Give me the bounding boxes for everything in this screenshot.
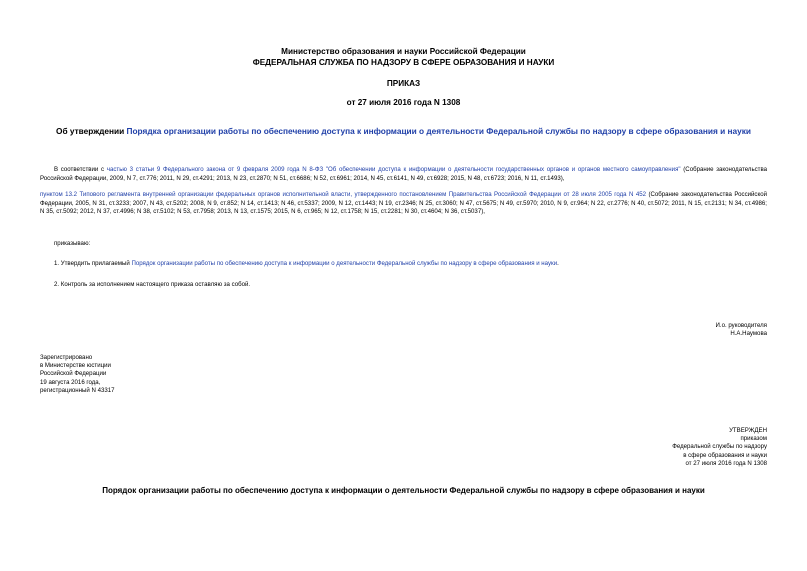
order-item-1 bbox=[54, 260, 774, 268]
registration-line: Зарегистрировано bbox=[40, 354, 93, 361]
approval-line: Федеральной службы по надзору bbox=[672, 443, 767, 451]
preamble-paragraph-1 bbox=[40, 166, 767, 183]
registration-block bbox=[40, 354, 115, 395]
document-title bbox=[40, 126, 767, 137]
registration-line: 19 августа 2016 года, bbox=[40, 378, 101, 386]
approval-line: в сфере образования и науки bbox=[683, 451, 767, 459]
regulation-link[interactable]: пунктом 13.2 Типового регламента внутренней организации федеральных органов исполнительной власти, утвержденного постановлением Правительства Российской Федерации от 28 июля 2005 года N 452 bbox=[40, 191, 647, 198]
signature-block bbox=[716, 322, 768, 338]
document-date-number: от 27 июля 2016 года N 1308 bbox=[346, 98, 461, 107]
approval-line: приказом bbox=[740, 435, 767, 443]
law-link[interactable]: частью 3 статьи 9 Федерального закона от 9 февраля 2009 года N 8-ФЗ "Об обеспечении доступа к информации о деятельности государственных органов и органов местного самоуправления" bbox=[106, 166, 681, 173]
service-heading: ФЕДЕРАЛЬНАЯ СЛУЖБА ПО НАДЗОРУ В СФЕРЕ ОБРАЗОВАНИЯ И НАУКИ bbox=[252, 58, 555, 67]
approval-line: от 27 июля 2016 года N 1308 bbox=[685, 459, 767, 467]
title-prefix: Об утверждении bbox=[55, 126, 127, 136]
preamble-paragraph-2 bbox=[40, 191, 767, 217]
preamble-rest-2: (Собрание законодательства Российской Федерации, 2005, N 31, ст.3233; 2007, N 43, ст.5202; 2008, N 9, ст.852; N 14, ст.1413; N 46, ст.5337; 2009, N 12, ст.1443; N 19, ст.2346; N 25, ст.3060; N 47, ст.5675; N 49, ст.5970; 2010, N 9, ст.964; N 22, ст.2776; N 40, ст.5072; 2011, N 15, ст.2131; N 34, ст.4986; N 35, ст.5092; 2012, N 37, ст.4996; N 38, ст.5102; N 53, ст.7958; 2013, N 13, ст.1575; 2015, N 6, ст.965; N 12, ст.1758; N 15, ст.2281; N 30, ст.4604; N 36, ст.5037), bbox=[40, 191, 767, 215]
order-item-2: 2. Контроль за исполнением настоящего приказа оставляю за собой. bbox=[54, 281, 251, 288]
order-word: приказываю: bbox=[54, 240, 91, 247]
item1-end: . bbox=[557, 260, 559, 267]
preamble-start: В соответствии с bbox=[54, 166, 107, 173]
procedure-link[interactable]: Порядок организации работы по обеспечению доступа к информации о деятельности Федеральной службы по надзору в сфере образования и науки bbox=[131, 260, 558, 267]
ministry-heading: Министерство образования и науки Российской Федерации bbox=[281, 47, 526, 56]
approval-block bbox=[672, 427, 767, 468]
signature-position: И.о. руководителя bbox=[715, 322, 767, 329]
approval-line: УТВЕРЖДЕН bbox=[729, 427, 767, 434]
registration-line: в Министерстве юстиции bbox=[40, 362, 111, 370]
document-type: ПРИКАЗ bbox=[386, 79, 421, 88]
registration-line: регистрационный N 43317 bbox=[40, 386, 115, 394]
registration-line: Российской Федерации bbox=[40, 370, 107, 378]
signature-name: Н.А.Наумова bbox=[730, 330, 767, 338]
procedure-heading: Порядок организации работы по обеспечению доступа к информации о деятельности Федеральной службы по надзору в сфере образования и науки bbox=[102, 486, 705, 495]
preamble-rest-1: (Собрание законодательства Российской Федерации, 2009, N 7, ст.776; 2011, N 29, ст.4291; 2013, N 23, ст.2870; N 51, ст.6686; N 52, ст.6961; 2014, N 45, ст.6141, N 49, ст.6928; 2015, N 48, ст.6723; 2016, N 11, ст.1493), bbox=[40, 166, 768, 182]
item1-start: 1. Утвердить прилагаемый bbox=[54, 260, 132, 267]
title-link[interactable]: Порядка организации работы по обеспечению доступа к информации о деятельности Федеральной службы по надзору в сфере образования и науки bbox=[126, 126, 751, 136]
